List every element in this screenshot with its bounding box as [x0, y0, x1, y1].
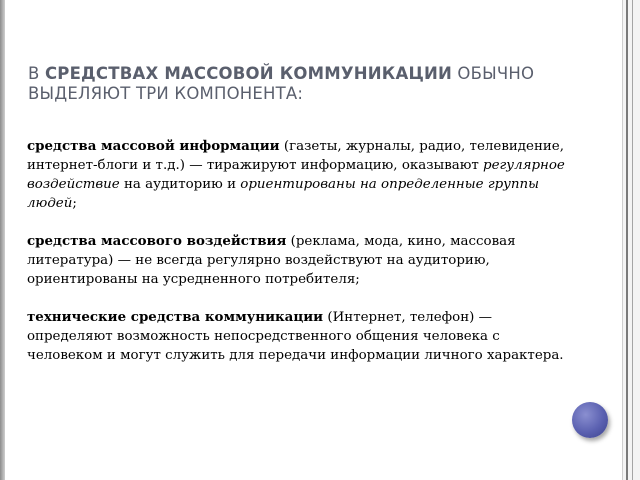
slide-body — [27, 137, 567, 384]
list-item-technical-means — [27, 308, 567, 365]
item-emphasis: регулярное воздействие — [27, 158, 565, 192]
item-text: ; — [72, 196, 77, 211]
item-term: технические средства коммуникации — [27, 309, 324, 325]
item-text: (Интернет, телефон) — определяют возможность непосредственного общения человека с человеком и могут служить для передачи информации личного характера. — [27, 310, 564, 363]
item-text: (газеты, журналы, радио, телевидение, интернет-блоги и т.д.) — тиражируют информацию, оказывают — [27, 139, 564, 173]
border-rule — [632, 0, 633, 480]
item-term: средства массового воздействия — [27, 233, 287, 249]
list-item-mass-influence — [27, 232, 567, 289]
item-term: средства массовой информации — [27, 138, 280, 154]
title-prefix: В — [28, 64, 45, 83]
slide-right-border — [622, 0, 640, 480]
border-rule — [626, 0, 628, 480]
item-emphasis: ориентированы на определенные группы людей — [27, 177, 540, 211]
title-strong: СРЕДСТВАХ МАССОВОЙ КОММУНИКАЦИИ — [44, 64, 452, 83]
slide-title — [28, 64, 588, 104]
decorative-circle-icon — [572, 402, 608, 438]
list-item-mass-media — [27, 137, 567, 213]
title-suffix: ОБЫЧНО ВЫДЕЛЯЮТ ТРИ КОМПОНЕНТА: — [28, 64, 535, 103]
item-text: на аудиторию и — [119, 177, 241, 192]
item-text: (реклама, мода, кино, массовая литература) — не всегда регулярно воздействуют на аудиторию, ориентированы на усредненного потребителя; — [27, 234, 516, 287]
